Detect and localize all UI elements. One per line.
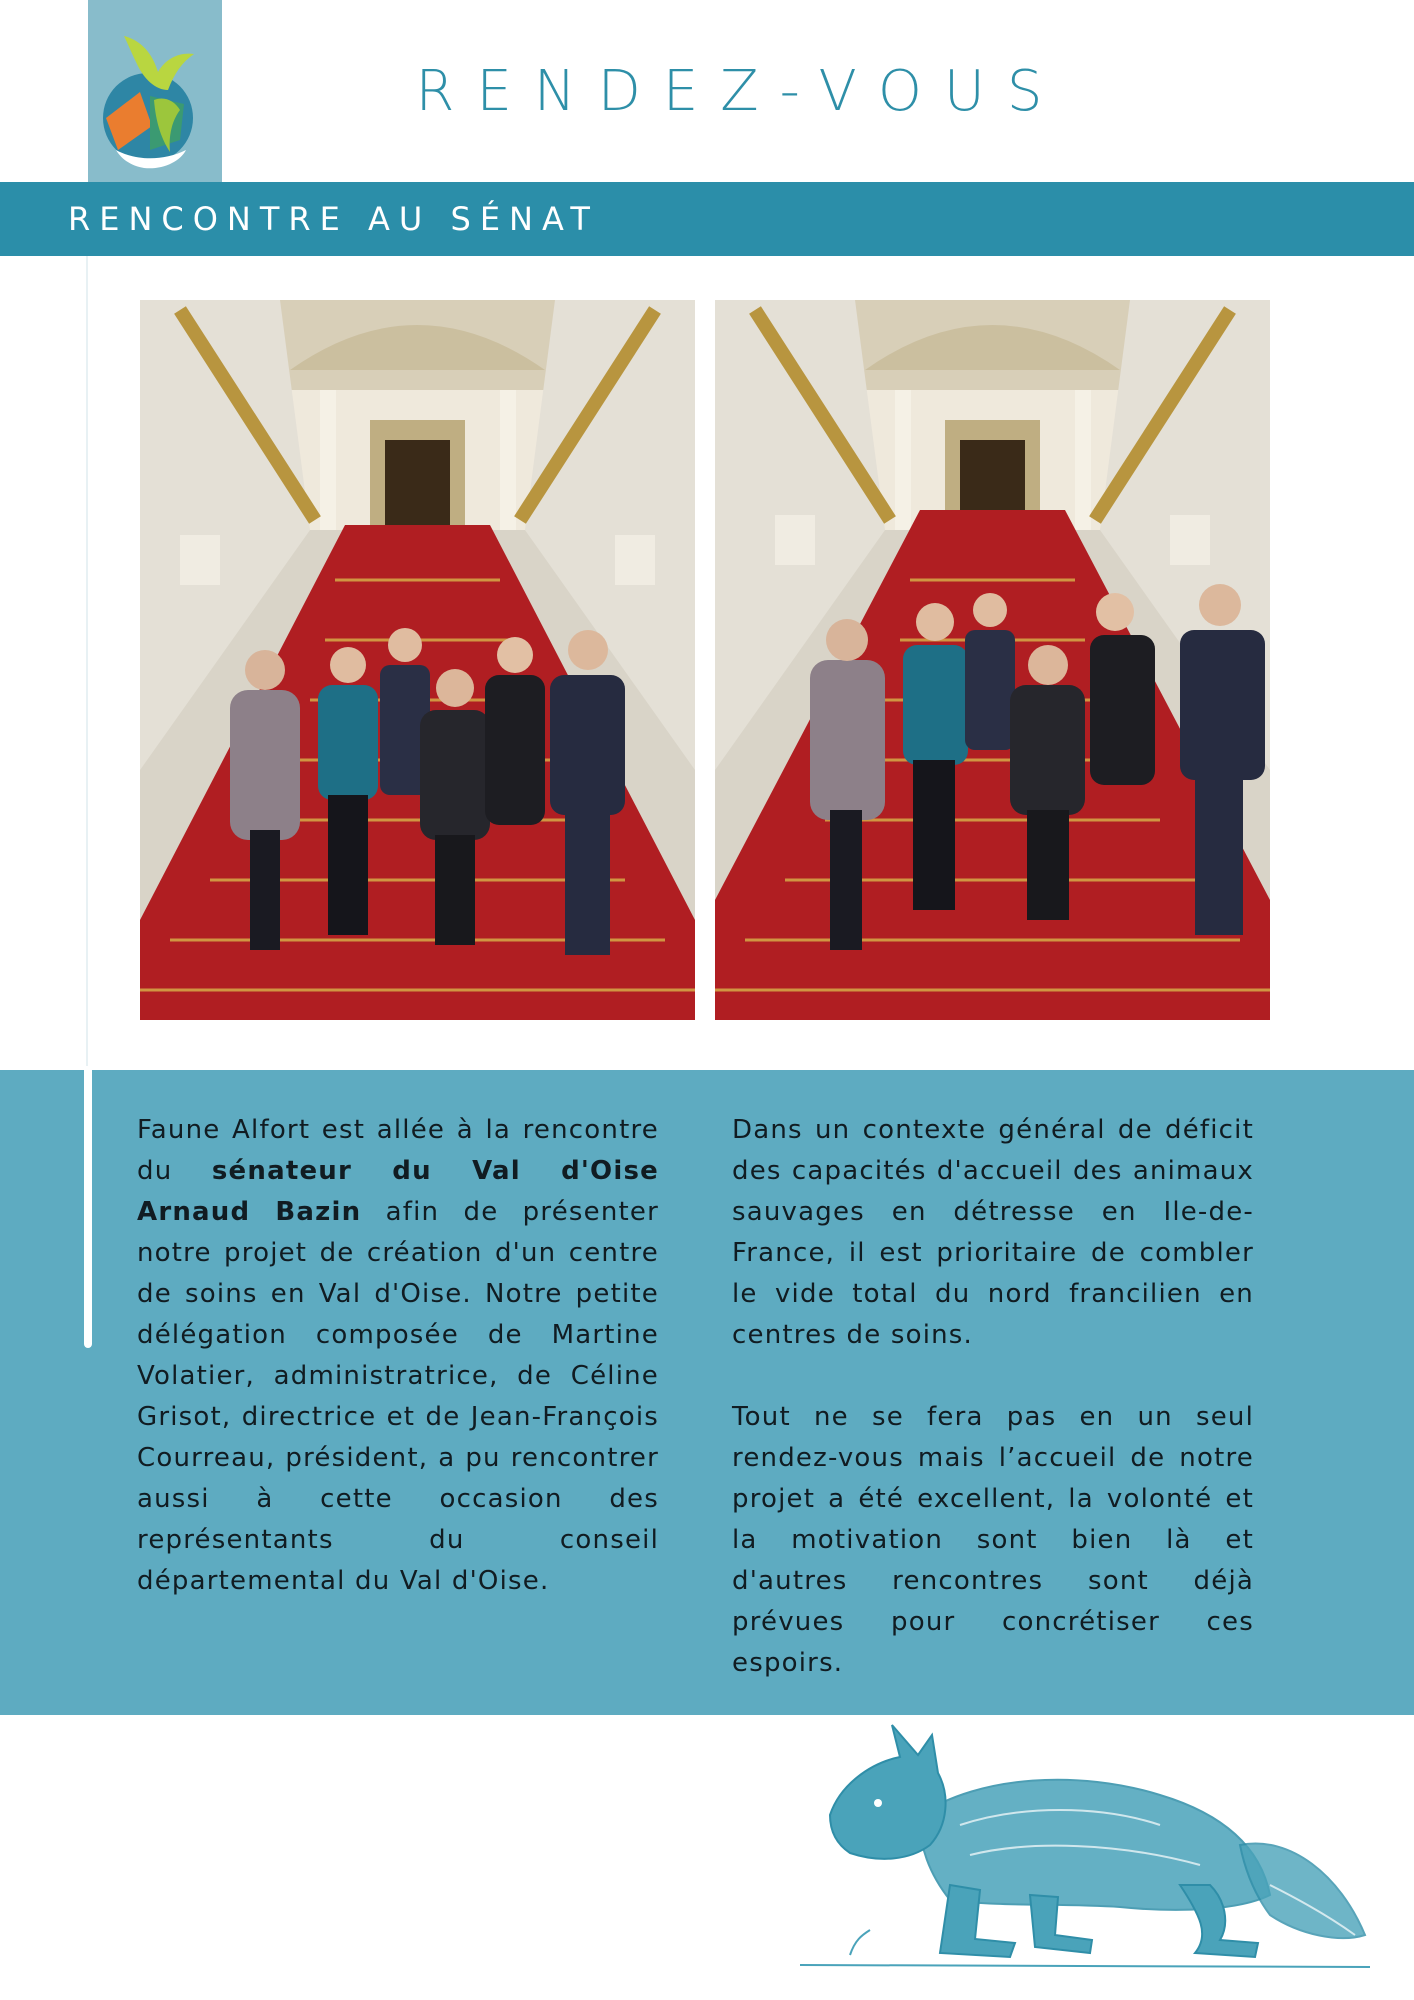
article-paragraph	[137, 1110, 659, 1602]
page-title: RENDEZ-VOUS	[415, 59, 1065, 124]
article-text: Faune Alfort est allée à la rencontre du	[137, 1115, 659, 1186]
article-column-left	[137, 1110, 659, 1602]
article-column-right	[732, 1110, 1254, 1684]
section-band	[0, 182, 1414, 256]
senate-staircase-photo-1	[140, 300, 695, 1020]
faune-alfort-logo-icon	[88, 0, 222, 182]
fox-icon	[800, 1685, 1370, 1975]
section-title: RENCONTRE AU SÉNAT	[68, 200, 599, 238]
article-text-bold: sénateur du Val d'Oise Arnaud Bazin	[137, 1156, 659, 1227]
fox-illustration	[800, 1685, 1370, 1975]
decorative-bar	[84, 1070, 92, 1348]
logo	[88, 0, 222, 182]
decorative-rule	[86, 256, 88, 1066]
article-panel	[0, 1070, 1414, 1715]
article-paragraph: Tout ne se fera pas en un seul rendez-vous mais l’accueil de notre projet a été excellent, la volonté et la motivation sont bien là et d'autres rencontres sont déjà prévues pour concrétiser ces espoirs.	[732, 1402, 1254, 1678]
article-paragraph: Dans un contexte général de déficit des capacités d'accueil des animaux sauvages en détresse en Ile-de-France, il est prioritaire de combler le vide total du nord francilien en centres de soins.	[732, 1115, 1254, 1350]
article-text: afin de présenter notre projet de création d'un centre de soins en Val d'Oise. Notre petite délégation composée de Martine Volatier, administratrice, de Céline Grisot, directrice et de Jean-François Courreau, président, a pu rencontrer aussi à cette occasion des représentants du conseil départemental du Val d'Oise.	[137, 1197, 660, 1596]
senate-staircase-photo-2	[715, 300, 1270, 1020]
